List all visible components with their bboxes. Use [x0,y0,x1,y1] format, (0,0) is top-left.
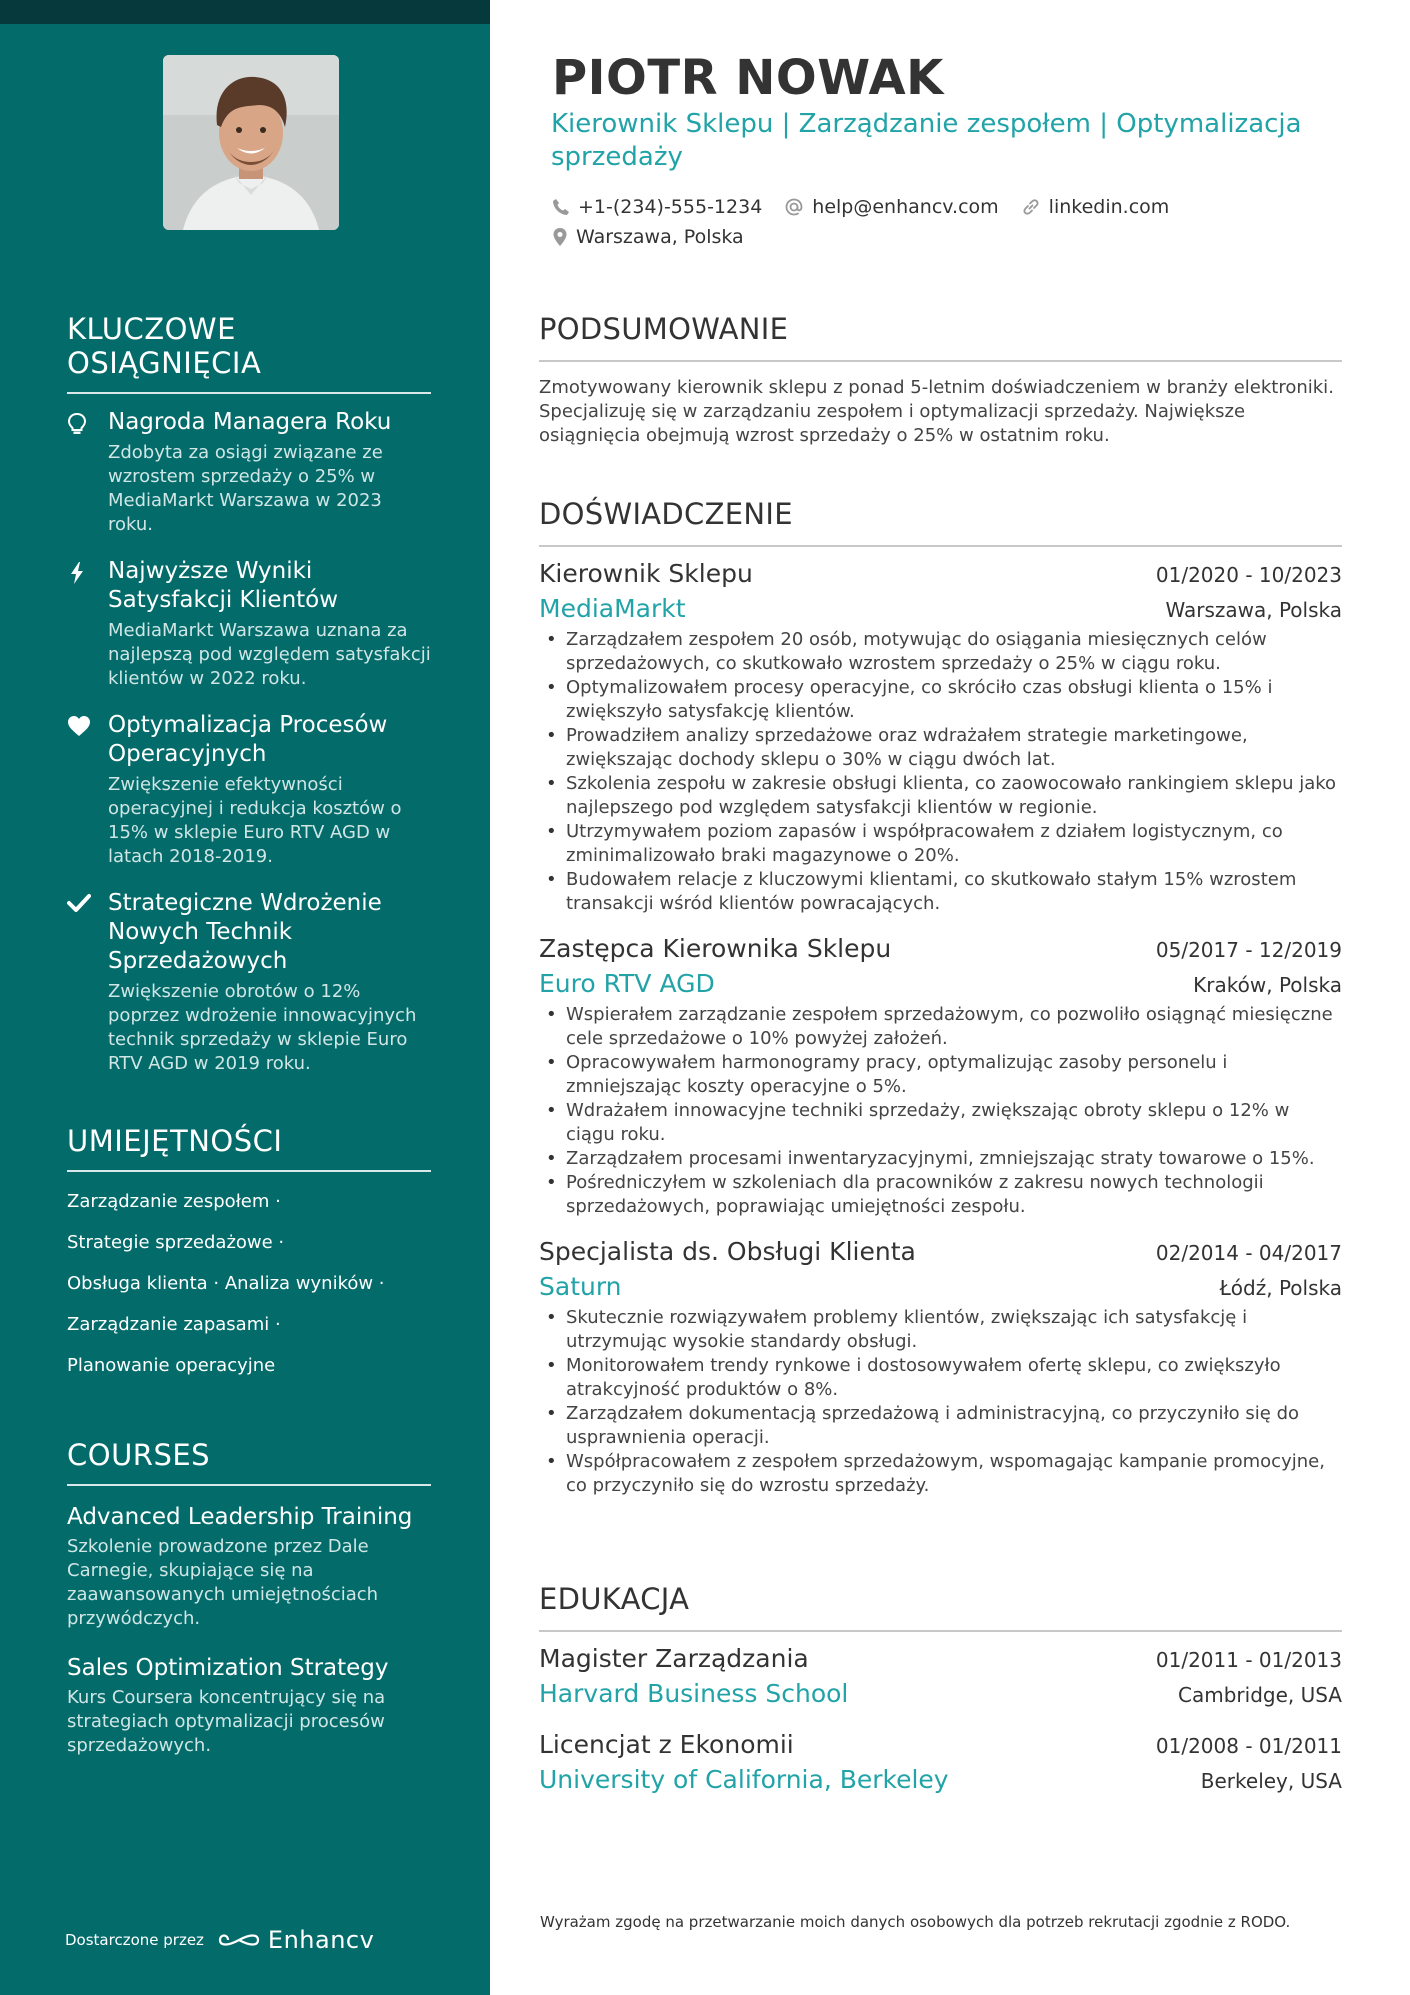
summary-section [539,312,1342,448]
job-dates: 01/2020 - 10/2023 [1155,563,1342,587]
skill-item: Zarządzanie zespołem · [67,1191,281,1212]
job-bullet: • Prowadziłem analizy sprzedażowe oraz wdrażałem strategie marketingowe, zwiększając dochody sklepu o 30% w ciągu dwóch lat. [539,724,1342,772]
phone-icon [552,198,570,216]
course-title: Advanced Leadership Training [67,1504,413,1530]
job-bullet: • Wspierałem zarządzanie zespołem sprzedażowym, co pozwoliło osiągnąć miesięczne cele sprzedażowe o 10% powyżej założeń. [539,1003,1342,1051]
school-location: Berkeley, USA [1200,1769,1342,1793]
degree: Magister Zarządzania [539,1644,809,1673]
linkedin-contact[interactable] [1021,196,1170,218]
achievement-desc: Zwiększenie efektywności operacyjnej i redukcja kosztów o 15% w sklepie Euro RTV AGD w latach 2018-2019. [108,774,402,867]
data-consent-clause: Wyrażam zgodę na przetwarzanie moich danych osobowych dla potrzeb rekrutacji zgodnie z RODO. [540,1913,1291,1931]
course-item [67,1653,431,1758]
job-bullet: • Wdrażałem innowacyjne techniki sprzedaży, zwiększając obroty sklepu o 12% w ciągu roku. [539,1099,1342,1147]
courses-section [67,1438,431,1758]
lightning-icon [67,557,93,691]
skill-item: Obsługa klienta · Analiza wyników · [67,1273,385,1294]
skill-item: Planowanie operacyjne [67,1355,276,1376]
job-entry [539,934,1342,1219]
location-text: Warszawa, Polska [576,226,744,248]
achievement-desc: MediaMarkt Warszawa uznana za najlepszą pod względem satysfakcji klientów w 2022 roku. [108,620,431,689]
education-dates: 01/2011 - 01/2013 [1155,1648,1342,1672]
job-entry [539,1237,1342,1498]
job-bullet: • Szkolenia zespołu w zakresie obsługi klienta, co zaowocowało rankingiem sklepu jako najlepszego pod względem satysfakcji klientów w regionie. [539,772,1342,820]
job-dates: 05/2017 - 12/2019 [1155,938,1342,962]
education-section [539,1582,1342,1794]
location-contact [552,226,744,248]
job-title: Specjalista ds. Obsługi Klienta [539,1237,916,1266]
powered-by-label: Dostarczone przez [65,1931,204,1949]
achievement-item [67,889,431,1076]
skill-item: Strategie sprzedażowe · [67,1232,285,1253]
achievement-title: Strategiczne Wdrożenie Nowych Technik Sprzedażowych [108,890,382,974]
contact-info [552,192,1312,252]
achievement-item [67,408,431,537]
job-bullet: • Zarządzałem zespołem 20 osób, motywując do osiągania miesięcznych celów sprzedażowych, co skutkowało wzrostem sprzedaży o 25% w ciągu roku. [539,628,1342,676]
achievement-item [67,557,431,691]
achievement-desc: Zdobyta za osiągi związane ze wzrostem sprzedaży o 25% w MediaMarkt Warszawa w 2023 roku. [108,442,383,535]
job-bullet: • Opracowywałem harmonogramy pracy, optymalizując zasoby personelu i zmniejszając koszty operacyjne o 5%. [539,1051,1342,1099]
phone-text: +1-(234)-555-1234 [578,196,763,218]
job-bullet: • Zarządzałem dokumentacją sprzedażową i administracyjną, co przyczyniło się do usprawnienia operacji. [539,1402,1342,1450]
lightbulb-icon [67,408,93,537]
job-company: Euro RTV AGD [539,969,715,998]
achievements-section [67,312,431,1076]
phone-contact[interactable] [552,196,762,218]
job-company: Saturn [539,1272,622,1301]
infinity-icon [216,1929,262,1951]
link-icon [1021,197,1041,217]
job-bullet: • Współpracowałem z zespołem sprzedażowym, wspomagając kampanie promocyjne, co przyczyniło się do wzrostu sprzedaży. [539,1450,1342,1498]
achievements-title: KLUCZOWE OSIĄGNIĘCIA [67,312,431,394]
education-entry [539,1730,1342,1794]
course-item [67,1502,431,1631]
experience-section [539,497,1342,1498]
job-location: Kraków, Polska [1193,973,1342,997]
linkedin-text: linkedin.com [1048,196,1170,218]
achievement-title: Nagroda Managera Roku [108,409,392,435]
job-bullets [539,1306,1342,1498]
school-location: Cambridge, USA [1178,1683,1342,1707]
skill-item: Zarządzanie zapasami · [67,1314,281,1335]
job-bullet: • Skutecznie rozwiązywałem problemy klientów, zwiększając ich satysfakcję i utrzymując wysokie standardy obsługi. [539,1306,1342,1354]
job-location: Łódź, Polska [1219,1276,1342,1300]
job-bullet: • Budowałem relacje z kluczowymi klientami, co skutkowało stałym 15% wzrostem transakcji wśród klientów powracających. [539,868,1342,916]
candidate-headline: Kierownik Sklepu | Zarządzanie zespołem | Optymalizacja sprzedaży [551,109,1302,172]
location-pin-icon [552,227,568,247]
brand-name: Enhancv [267,1926,375,1954]
achievement-title: Najwyższe Wyniki Satysfakcji Klientów [108,558,339,613]
job-title: Zastępca Kierownika Sklepu [539,934,892,963]
email-text: help@enhancv.com [812,196,999,218]
course-title: Sales Optimization Strategy [67,1655,389,1681]
school: University of California, Berkeley [539,1765,949,1794]
course-desc: Kurs Coursera koncentrujący się na strategiach optymalizacji procesów sprzedażowych. [67,1687,386,1756]
job-bullets [539,628,1342,916]
powered-by [65,1926,374,1954]
job-entry [539,559,1342,916]
sidebar [0,0,490,1995]
education-dates: 01/2008 - 01/2011 [1155,1734,1342,1758]
email-contact[interactable] [784,196,998,218]
sidebar-top-bar [0,0,490,24]
summary-title: PODSUMOWANIE [539,312,1342,362]
achievement-title: Optymalizacja Procesów Operacyjnych [108,712,388,767]
course-desc: Szkolenie prowadzone przez Dale Carnegie, skupiające się na zaawansowanych umiejętnościach przywódczych. [67,1536,379,1629]
at-icon [784,197,804,217]
heart-icon [67,711,93,869]
candidate-name: PIOTR NOWAK [552,50,944,106]
experience-title: DOŚWIADCZENIE [539,497,1342,547]
job-title: Kierownik Sklepu [539,559,753,588]
job-bullet: • Zarządzałem procesami inwentaryzacyjnymi, zmniejszając straty towarowe o 15%. [539,1147,1342,1171]
skills-list [67,1190,431,1378]
skills-section [67,1124,431,1378]
checkmark-icon [67,889,93,1076]
degree: Licencjat z Ekonomii [539,1730,794,1759]
job-bullet: • Utrzymywałem poziom zapasów i współpracowałem z działem logistycznym, co zminimalizowało braki magazynowe o 20%. [539,820,1342,868]
profile-photo [163,55,339,230]
enhancv-logo[interactable] [216,1926,374,1954]
achievement-item [67,711,431,869]
achievement-desc: Zwiększenie obrotów o 12% poprzez wdrożenie innowacyjnych technik sprzedaży w sklepie Euro RTV AGD w 2019 roku. [108,981,417,1074]
school: Harvard Business School [539,1679,849,1708]
job-location: Warszawa, Polska [1165,598,1342,622]
job-dates: 02/2014 - 04/2017 [1155,1241,1342,1265]
education-entry [539,1644,1342,1708]
job-bullet: • Optymalizowałem procesy operacyjne, co skróciło czas obsługi klienta o 15% i zwiększyło satysfakcję klientów. [539,676,1342,724]
skills-title: UMIEJĘTNOŚCI [67,1124,431,1172]
job-bullet: • Monitorowałem trendy rynkowe i dostosowywałem ofertę sklepu, co zwiększyło atrakcyjność produktów o 8%. [539,1354,1342,1402]
education-title: EDUKACJA [539,1582,1342,1632]
job-bullet: • Pośredniczyłem w szkoleniach dla pracowników z zakresu nowych technologii sprzedażowych, poprawiając umiejętności zespołu. [539,1171,1342,1219]
job-bullets [539,1003,1342,1219]
courses-title: COURSES [67,1438,431,1486]
job-company: MediaMarkt [539,594,686,623]
summary-text: Zmotywowany kierownik sklepu z ponad 5-letnim doświadczeniem w branży elektroniki. Specjalizuję się w zarządzaniu zespołem i optymalizacji sprzedaży. Największe osiągnięcia obejmują wzrost sprzedaży o 25% w ostatnim roku. [539,377,1334,446]
